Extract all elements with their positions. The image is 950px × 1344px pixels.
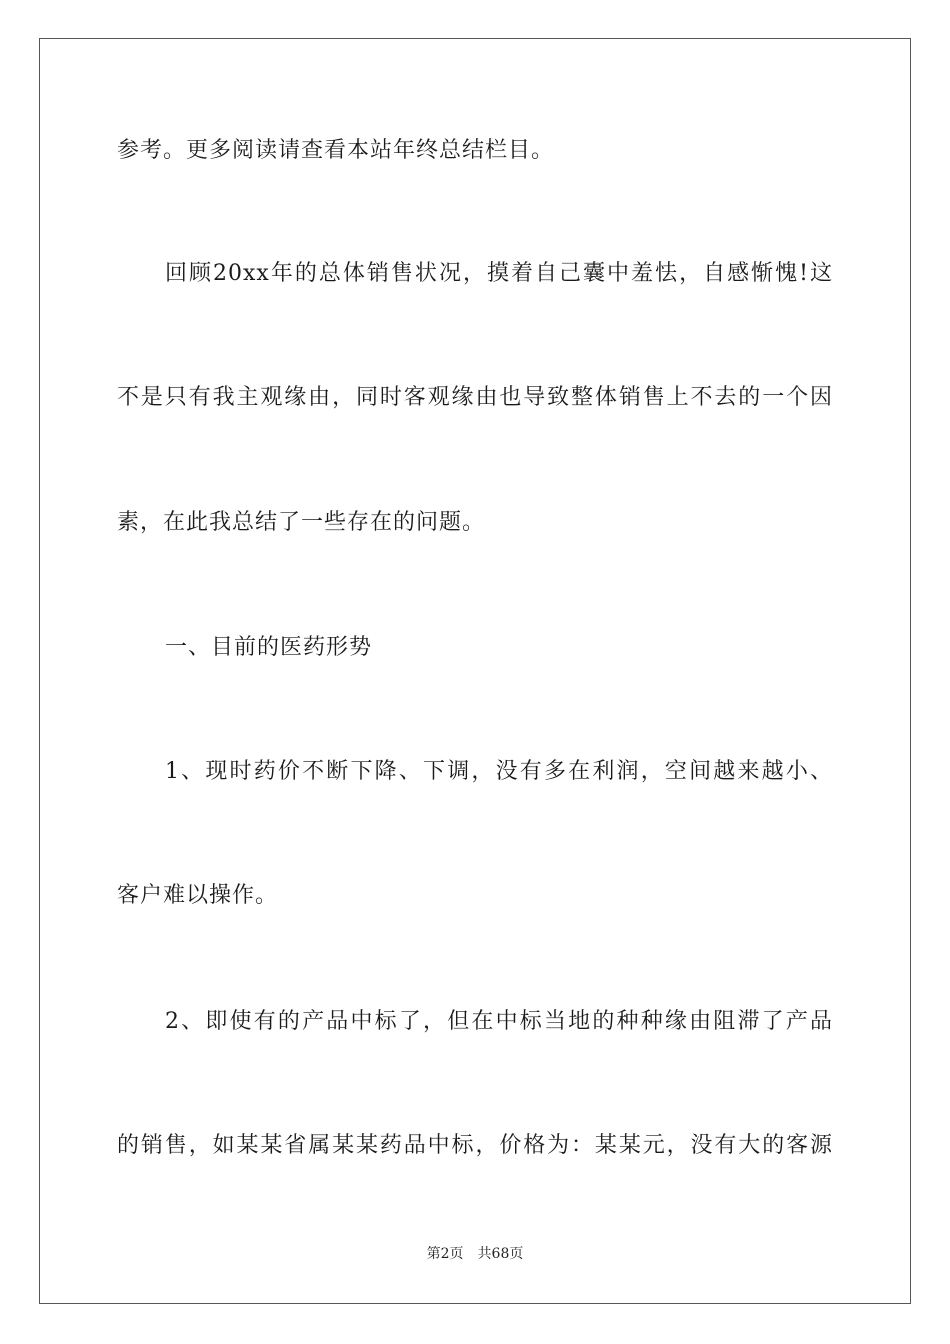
page-total: 共68页: [477, 1246, 524, 1262]
page-footer: [0, 1244, 950, 1264]
page-frame: [39, 38, 911, 1304]
page-number: 第2页: [426, 1246, 464, 1262]
body-line-7: 客户难以操作。: [117, 883, 279, 908]
body-line-1: 参考。更多阅读请查看本站年终总结栏目。: [117, 138, 555, 163]
body-line-3: 不是只有我主观缘由，同时客观缘由也导致整体销售上不去的一个因: [117, 385, 833, 410]
body-line-8: 2、即使有的产品中标了，但在中标当地的种种缘由阻滞了产品: [165, 1009, 833, 1034]
body-line-4: 素，在此我总结了一些存在的问题。: [117, 510, 486, 535]
body-line-9: 的销售，如某某省属某某药品中标，价格为：某某元，没有大的客源: [117, 1133, 833, 1158]
body-line-2: 回顾20xx年的总体销售状况，摸着自己囊中羞怯，自感惭愧!这: [165, 261, 833, 286]
body-line-6: 1、现时药价不断下降、下调，没有多在利润，空间越来越小、: [165, 759, 833, 784]
section-heading: 一、目前的医药形势: [165, 635, 373, 660]
